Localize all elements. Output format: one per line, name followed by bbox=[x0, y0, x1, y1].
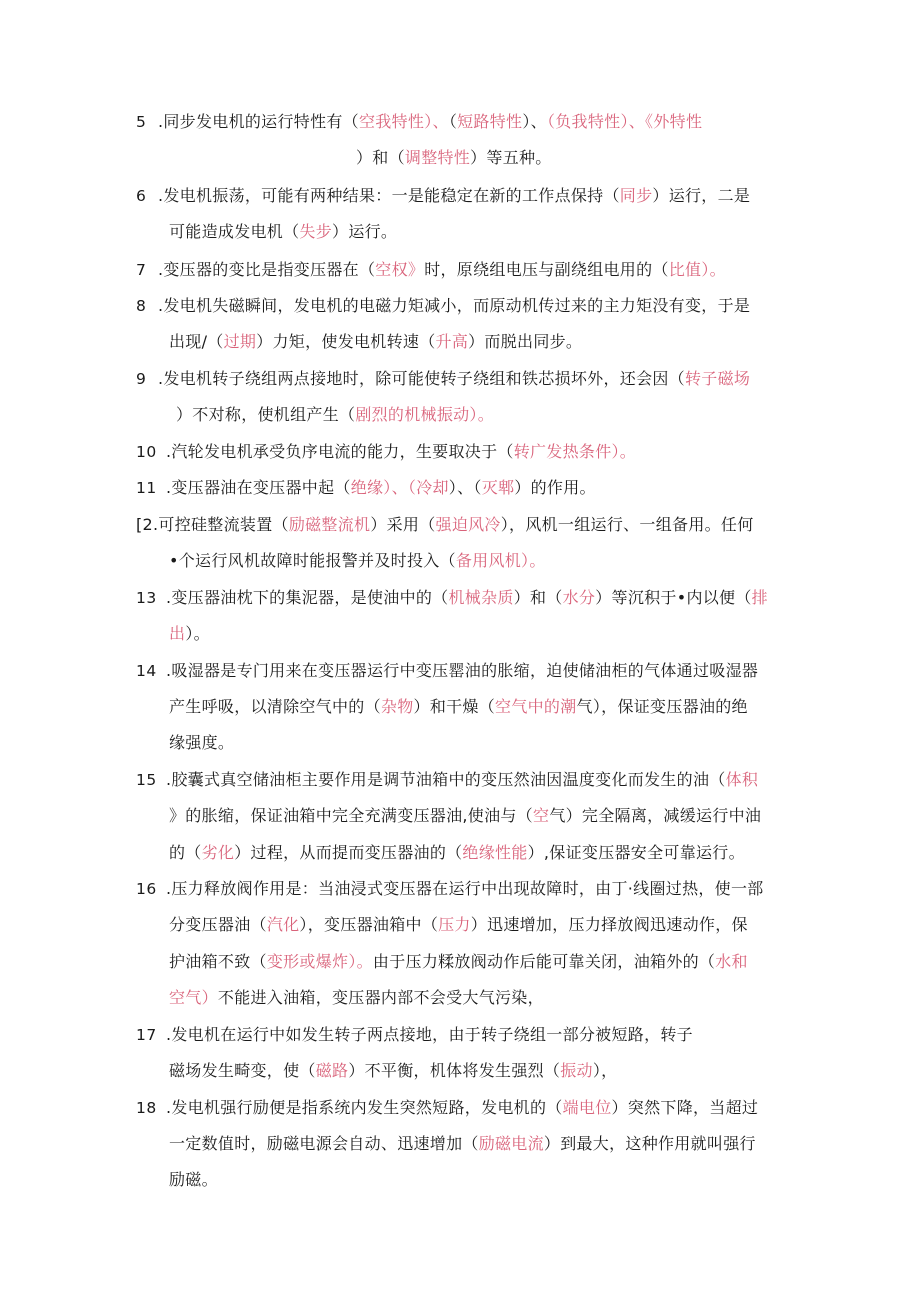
question-text: .变压器油枕下的集泥器，是使油中的（ bbox=[166, 588, 449, 607]
question-text: ）力矩，使发电机转速（ bbox=[256, 332, 436, 351]
item-number: 7 bbox=[136, 261, 147, 279]
question-text: .胶囊式真空储油柜主要作用是调节油箱中的变压然油因温度变化而发生的油（ bbox=[166, 770, 726, 789]
item-number: 13 bbox=[136, 589, 157, 607]
text-line bbox=[136, 515, 754, 535]
question-text: 磁场发生畸变，使（ bbox=[169, 1061, 316, 1080]
question-text: ）， bbox=[592, 1061, 618, 1080]
text-line bbox=[158, 296, 750, 316]
text-line bbox=[158, 112, 702, 132]
question-text: ）。 bbox=[185, 624, 210, 643]
answer-text: 空 bbox=[533, 806, 550, 825]
answer-text: 调整特性 bbox=[404, 148, 471, 167]
question-text: ）而脱出同步。 bbox=[468, 332, 583, 351]
answer-text: 失步 bbox=[299, 222, 333, 241]
answer-text: 转子磁场 bbox=[685, 369, 751, 388]
text-line bbox=[169, 1170, 218, 1190]
question-text: ）不对称，使机组产生（ bbox=[176, 405, 356, 424]
question-text: 》的胀缩，保证油箱中完全充满变压器油,使油与（ bbox=[169, 806, 533, 825]
answer-text: 剧烈的机械振动）。 bbox=[355, 405, 495, 424]
question-text: ）采用（ bbox=[370, 515, 436, 534]
question-text: .吸湿器是专门用来在变压器运行中变压罂油的胀缩，迫使储油柜的气体通过吸湿器 bbox=[166, 661, 759, 680]
text-line bbox=[166, 442, 636, 462]
question-text: ）和（ bbox=[513, 588, 563, 607]
text-line bbox=[176, 405, 494, 425]
item-number: 9 bbox=[136, 370, 147, 388]
question-text: （ bbox=[448, 112, 458, 131]
text-line bbox=[169, 697, 748, 717]
question-text: ）、（ bbox=[448, 478, 482, 497]
text-line bbox=[169, 624, 210, 644]
question-text: ）迅速增加，压力择放阀迅速动作，保 bbox=[470, 915, 748, 934]
answer-text: 短路特性 bbox=[457, 112, 523, 131]
question-text: .变压器油在变压器中起（ bbox=[166, 478, 351, 497]
item-number: 17 bbox=[136, 1026, 157, 1044]
question-text: .发电机失磁瞬间，发电机的电磁力矩减小，而原动机传过来的主力矩没有变，于是 bbox=[158, 296, 751, 315]
answer-text: 振动 bbox=[560, 1061, 593, 1080]
item-number: 5 bbox=[136, 113, 147, 131]
question-text: ）突然下降，当超过 bbox=[611, 1098, 759, 1117]
question-text: 分变压器油（ bbox=[169, 915, 267, 934]
question-text: .发电机转子绕组两点接地时，除可能使转子绕组和铁芯损坏外，还会因（ bbox=[158, 369, 685, 388]
text-line bbox=[166, 770, 758, 790]
answer-text: 空我特性）、 bbox=[359, 112, 449, 131]
answer-text: 劣化 bbox=[201, 843, 235, 862]
question-text: ）等沉积于•内以便（ bbox=[595, 588, 752, 607]
text-line bbox=[166, 1098, 758, 1118]
question-text: ）到最大，这种作用就叫强行 bbox=[543, 1134, 756, 1153]
text-line bbox=[166, 588, 768, 608]
question-text: 的（ bbox=[169, 843, 202, 862]
text-line bbox=[169, 806, 761, 826]
text-line bbox=[166, 478, 596, 498]
question-text: .发电机振荡，可能有两种结果：一是能稳定在新的工作点保持（ bbox=[158, 186, 620, 205]
answer-text: 空权》 bbox=[375, 260, 425, 279]
question-text: ）运行。 bbox=[332, 222, 398, 241]
item-number: 14 bbox=[136, 662, 157, 680]
answer-text: 绝缘）、（冷却 bbox=[350, 478, 449, 497]
answer-text: 磁路 bbox=[315, 1061, 349, 1080]
answer-text: 水分 bbox=[562, 588, 596, 607]
item-number: 18 bbox=[136, 1099, 157, 1117]
answer-text: （负我特性）、《外特性 bbox=[546, 112, 703, 131]
item-number: 10 bbox=[136, 443, 157, 461]
question-text: ）等五种。 bbox=[470, 148, 552, 167]
answer-text: 出 bbox=[169, 624, 186, 643]
answer-text: 过期 bbox=[223, 332, 257, 351]
answer-text: 比值）。 bbox=[668, 260, 726, 279]
answer-text: 同步 bbox=[619, 186, 653, 205]
text-line bbox=[169, 332, 582, 352]
answer-text: 端电位 bbox=[562, 1098, 612, 1117]
question-text: ）和干燥（ bbox=[413, 697, 496, 716]
question-text: ）、 bbox=[522, 112, 547, 131]
text-line bbox=[169, 1061, 617, 1081]
question-text: .发电机在运行中如发生转子两点接地，由于转子绕组一部分被短路，转子 bbox=[166, 1025, 693, 1044]
answer-text: 水和 bbox=[715, 952, 748, 971]
answer-text: 机械杂质 bbox=[448, 588, 514, 607]
text-line bbox=[169, 1134, 756, 1154]
question-text: 励磁。 bbox=[169, 1170, 218, 1189]
question-text: 不能进入油箱，变压器内部不会受大气污染， bbox=[217, 988, 544, 1007]
answer-text: 杂物 bbox=[380, 697, 414, 716]
question-text: 气）完全隔离，减缓运行中油 bbox=[549, 806, 762, 825]
question-text: .同步发电机的运行特性有（ bbox=[158, 112, 359, 131]
item-number: 8 bbox=[136, 297, 147, 315]
answer-text: 强迫风冷 bbox=[435, 515, 501, 534]
text-line bbox=[158, 186, 750, 206]
question-text: ），风机一组运行、一组备用。任何 bbox=[500, 515, 754, 534]
answer-text: 转广发热条件）。 bbox=[513, 442, 637, 461]
text-line bbox=[158, 260, 726, 280]
answer-text: 励磁电流 bbox=[478, 1134, 544, 1153]
text-line bbox=[166, 879, 764, 899]
question-text: ）,保证变压器安全可靠运行。 bbox=[527, 843, 745, 862]
question-text: .汽轮发电机承受负序电流的能力，生要取决于（ bbox=[166, 442, 514, 461]
text-line bbox=[158, 369, 750, 389]
question-text: ）的作用。 bbox=[514, 478, 596, 497]
item-number: 15 bbox=[136, 771, 157, 789]
answer-text: 备用风机）。 bbox=[455, 551, 546, 570]
question-text: ）运行，二是 bbox=[652, 186, 751, 205]
answer-text: 汽化 bbox=[266, 915, 300, 934]
text-line bbox=[169, 222, 397, 242]
text-line bbox=[169, 952, 748, 972]
item-number: 11 bbox=[136, 479, 157, 497]
text-line bbox=[169, 915, 748, 935]
answer-text: 空气中的潮 bbox=[495, 697, 577, 716]
text-line bbox=[166, 661, 758, 681]
text-line bbox=[169, 843, 745, 863]
item-number: 6 bbox=[136, 187, 147, 205]
question-text: ）和（ bbox=[356, 148, 405, 167]
question-text: ）不平衡，机体将发生强烈（ bbox=[348, 1061, 561, 1080]
answer-text: 变形或爆炸）。 bbox=[266, 952, 373, 971]
question-text: 气），保证变压器油的绝 bbox=[576, 697, 748, 716]
question-text: 一定数值时，励磁电源会自动、迅速增加（ bbox=[169, 1134, 479, 1153]
question-text: .发电机强行励便是指系统内发生突然短路，发电机的（ bbox=[166, 1098, 563, 1117]
answer-text: 空气） bbox=[169, 988, 218, 1007]
answer-text: 绝缘性能 bbox=[462, 843, 528, 862]
question-text: 时，原绕组电压与副绕组电用的（ bbox=[424, 260, 669, 279]
answer-text: 压力 bbox=[438, 915, 471, 934]
answer-text: 灭郫 bbox=[481, 478, 515, 497]
question-text: .变压器的变比是指变压器在（ bbox=[158, 260, 376, 279]
question-text: 出现/（ bbox=[169, 332, 224, 351]
question-text: .压力释放阀作用是：当油浸式变压器在运行中出现故障时，由丁·线圈过热，使一部 bbox=[166, 879, 764, 898]
answer-text: 升高 bbox=[435, 332, 469, 351]
question-text: 护油箱不致（ bbox=[169, 952, 267, 971]
question-text: ），变压器油箱中（ bbox=[299, 915, 439, 934]
answer-text: 体积 bbox=[725, 770, 759, 789]
question-text: 可能造成发电机（ bbox=[169, 222, 300, 241]
answer-text: 励磁整流机 bbox=[288, 515, 371, 534]
question-text: ）过程，从而提而变压器油的（ bbox=[234, 843, 463, 862]
question-text: 缘强度。 bbox=[169, 733, 235, 752]
text-line bbox=[169, 551, 546, 571]
question-text: [2.可控硅整流装置（ bbox=[136, 515, 289, 534]
text-line bbox=[169, 988, 544, 1008]
question-text: 产生呼吸，以清除空气中的（ bbox=[169, 697, 381, 716]
item-number: 16 bbox=[136, 880, 157, 898]
text-line bbox=[169, 733, 234, 753]
question-text: •个运行风机故障时能报警并及时投入（ bbox=[169, 551, 456, 570]
text-line bbox=[166, 1025, 693, 1045]
answer-text: 排 bbox=[751, 588, 768, 607]
text-line bbox=[356, 148, 552, 168]
question-text: 由于压力糅放阀动作后能可靠关闭，油箱外的（ bbox=[372, 952, 716, 971]
